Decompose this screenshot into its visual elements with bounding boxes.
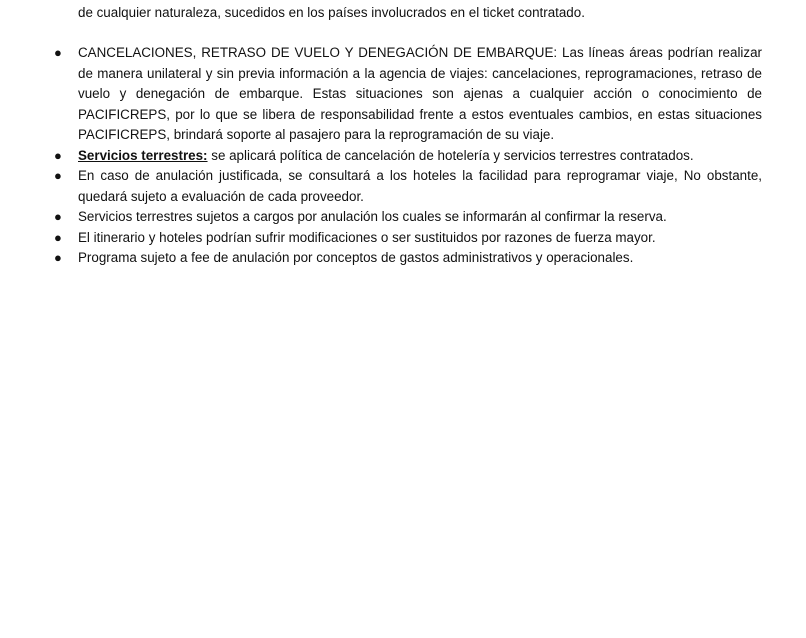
bullet-icon: ● — [54, 250, 62, 265]
list-item-text: El itinerario y hoteles podrían sufrir modificaciones o ser sustituidos por razones de fuerza mayor. — [78, 229, 656, 245]
list-item-cancellation-charges — [0, 207, 806, 228]
continuation-paragraph: de cualquier naturaleza, sucedidos en los países involucrados en el ticket contratado. — [78, 5, 585, 20]
list-item-cancellation-fee — [0, 248, 806, 269]
list-item-text: Servicios terrestres sujetos a cargos por anulación los cuales se informarán al confirmar la reserva. — [78, 209, 667, 224]
bullet-icon: ● — [54, 209, 62, 224]
list-item-text: Programa sujeto a fee de anulación por conceptos de gastos administrativos y operacionales. — [78, 250, 634, 265]
policy-bullet-list — [0, 43, 806, 269]
list-item-bold-label: Servicios terrestres: — [78, 147, 208, 163]
bullet-icon: ● — [54, 229, 62, 245]
list-item-itinerary-changes — [0, 228, 806, 249]
list-item-text: CANCELACIONES, RETRASO DE VUELO Y DENEGACIÓN DE EMBARQUE: Las líneas áreas podrían realizar de manera unilateral y sin previa información a la agencia de viajes: cancelaciones, reprogramaciones, retraso de vuelo y denegación de embarque. Estas situaciones son ajenas a cualquier acción o conocimiento de PACIFICREPS, por lo que se libera de responsabilidad frente a estos eventuales cambios, en estas situaciones PACIFICREPS, brindará soporte al pasajero para la reprogramación de su viaje. — [78, 45, 762, 142]
list-item-cancellations — [0, 43, 806, 146]
list-item-text-rest: se aplicará política de cancelación de hotelería y servicios terrestres contratados. — [207, 147, 694, 163]
list-item-text — [78, 146, 762, 167]
list-item-justified-cancellation — [0, 166, 806, 207]
bullet-icon: ● — [54, 147, 62, 163]
bullet-icon: ● — [54, 168, 62, 183]
bullet-icon: ● — [54, 45, 62, 60]
list-item-text: En caso de anulación justificada, se consultará a los hoteles la facilidad para reprogramar viaje, No obstante, quedará sujeto a evaluación de cada proveedor. — [78, 168, 762, 204]
list-item-land-services — [0, 146, 806, 167]
